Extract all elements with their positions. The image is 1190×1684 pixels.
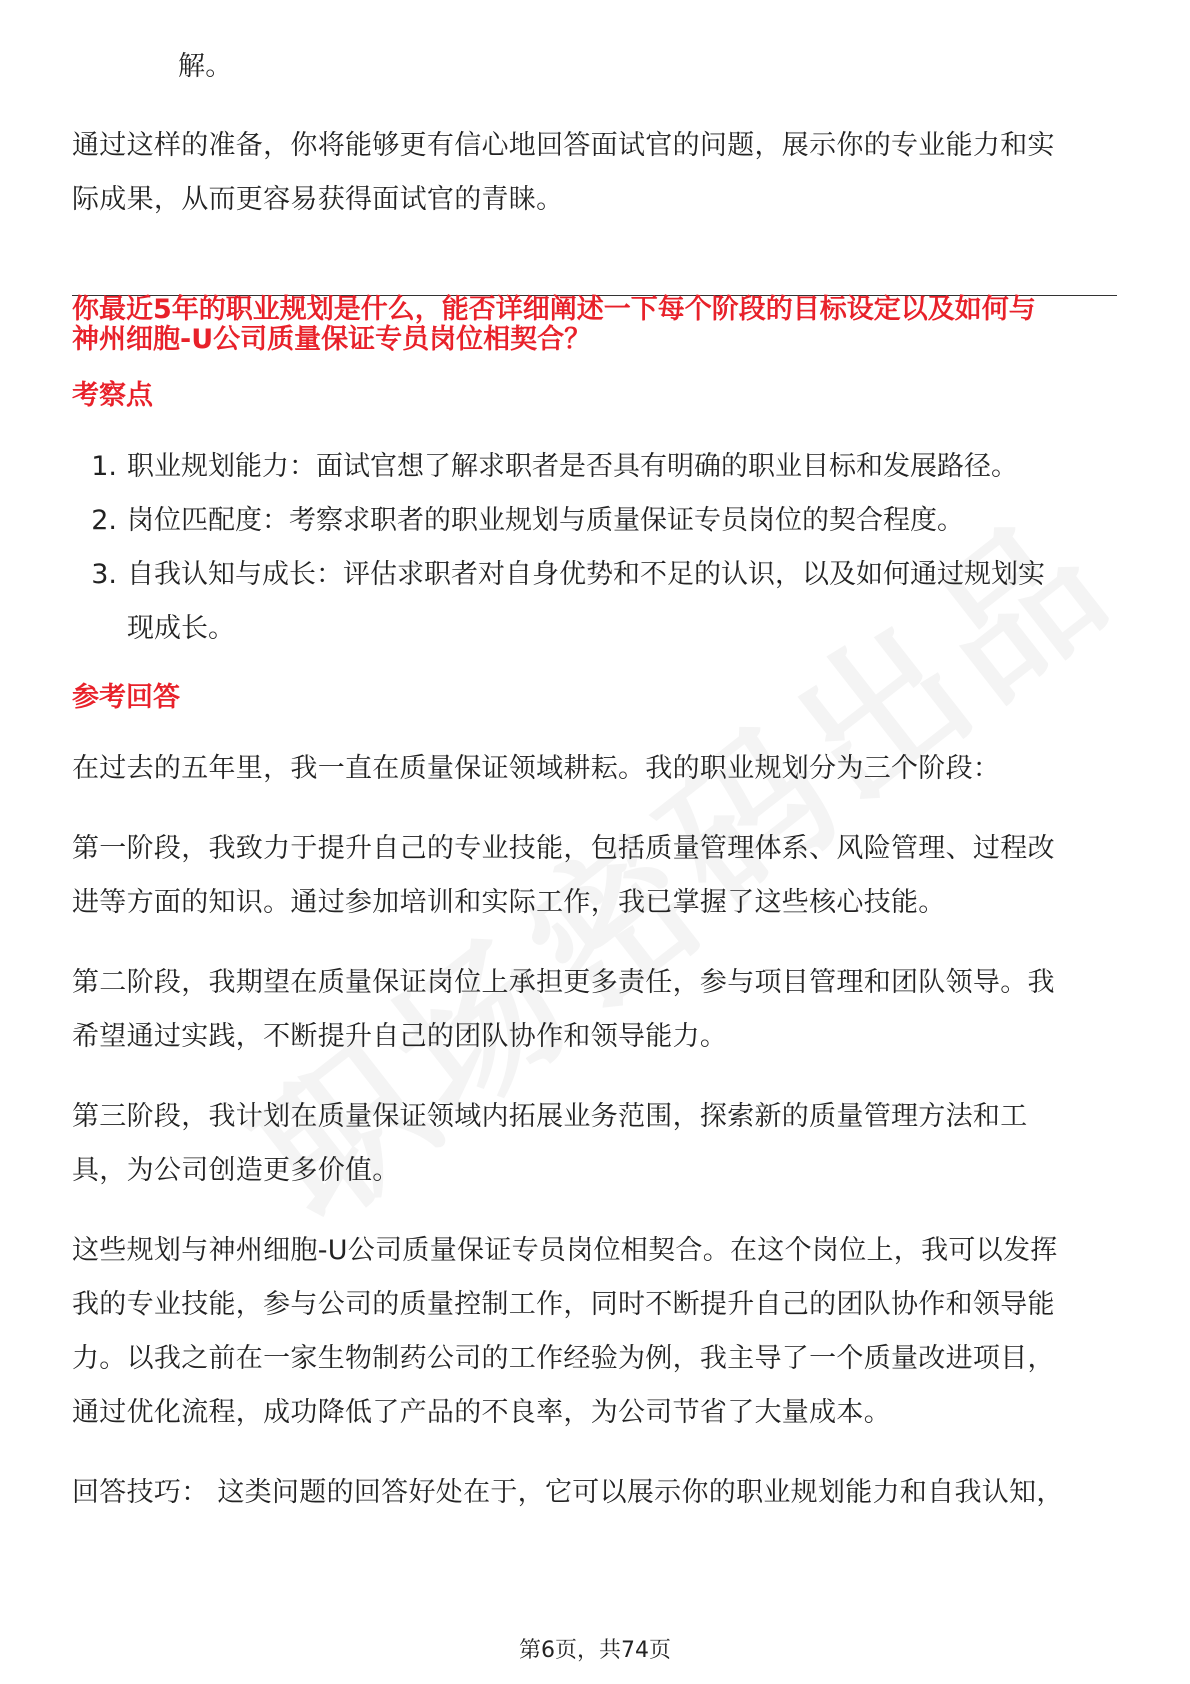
examination-heading: 考察点 <box>72 380 153 411</box>
page-number: 第6页，共74页 <box>519 1638 671 1663</box>
answer-paragraph: 我的专业技能，参与公司的质量控制工作，同时不断提升自己的团队协作和领导能 <box>72 1289 1055 1320</box>
answer-paragraph: 具，为公司创造更多价值。 <box>72 1155 400 1186</box>
answer-paragraph: 这些规划与神州细胞-U公司质量保证专员岗位相契合。在这个岗位上，我可以发挥 <box>72 1235 1058 1266</box>
answer-tip: 回答技巧： 这类问题的回答好处在于，它可以展示你的职业规划能力和自我认知， <box>72 1477 1064 1508</box>
answer-paragraph: 第三阶段，我计划在质量保证领域内拓展业务范围，探索新的质量管理方法和工 <box>72 1101 1028 1132</box>
list-text: 自我认知与成长：评估求职者对自身优势和不足的认识，以及如何通过规划实 <box>127 559 1045 590</box>
answer-paragraph: 希望通过实践，不断提升自己的团队协作和领导能力。 <box>72 1021 728 1052</box>
question-title-line-1: 你最近5年的职业规划是什么，能否详细阐述一下每个阶段的目标设定以及如何与 <box>72 294 1036 325</box>
reference-heading: 参考回答 <box>72 682 180 713</box>
list-text: 现成长。 <box>127 613 235 644</box>
intro-continuation: 解。 <box>178 51 233 82</box>
answer-paragraph: 第二阶段，我期望在质量保证岗位上承担更多责任，参与项目管理和团队领导。我 <box>72 967 1055 998</box>
answer-paragraph: 进等方面的知识。通过参加培训和实际工作，我已掌握了这些核心技能。 <box>72 887 946 918</box>
answer-paragraph: 通过优化流程，成功降低了产品的不良率，为公司节省了大量成本。 <box>72 1397 891 1428</box>
answer-paragraph: 在过去的五年里，我一直在质量保证领域耕耘。我的职业规划分为三个阶段： <box>72 753 1001 784</box>
answer-paragraph: 第一阶段，我致力于提升自己的专业技能，包括质量管理体系、风险管理、过程改 <box>72 833 1055 864</box>
list-number: 3. <box>91 559 117 590</box>
list-number: 2. <box>91 505 117 536</box>
list-text: 岗位匹配度：考察求职者的职业规划与质量保证专员岗位的契合程度。 <box>127 505 964 536</box>
list-text: 职业规划能力：面试官想了解求职者是否具有明确的职业目标和发展路径。 <box>127 451 1018 482</box>
intro-paragraph-line-1: 通过这样的准备，你将能够更有信心地回答面试官的问题，展示你的专业能力和实 <box>72 130 1055 161</box>
list-number: 1. <box>91 451 117 482</box>
answer-paragraph: 力。以我之前在一家生物制药公司的工作经验为例，我主导了一个质量改进项目， <box>72 1343 1055 1374</box>
intro-paragraph-line-2: 际成果，从而更容易获得面试官的青睐。 <box>72 184 564 215</box>
question-title-line-2: 神州细胞-U公司质量保证专员岗位相契合？ <box>72 324 592 355</box>
